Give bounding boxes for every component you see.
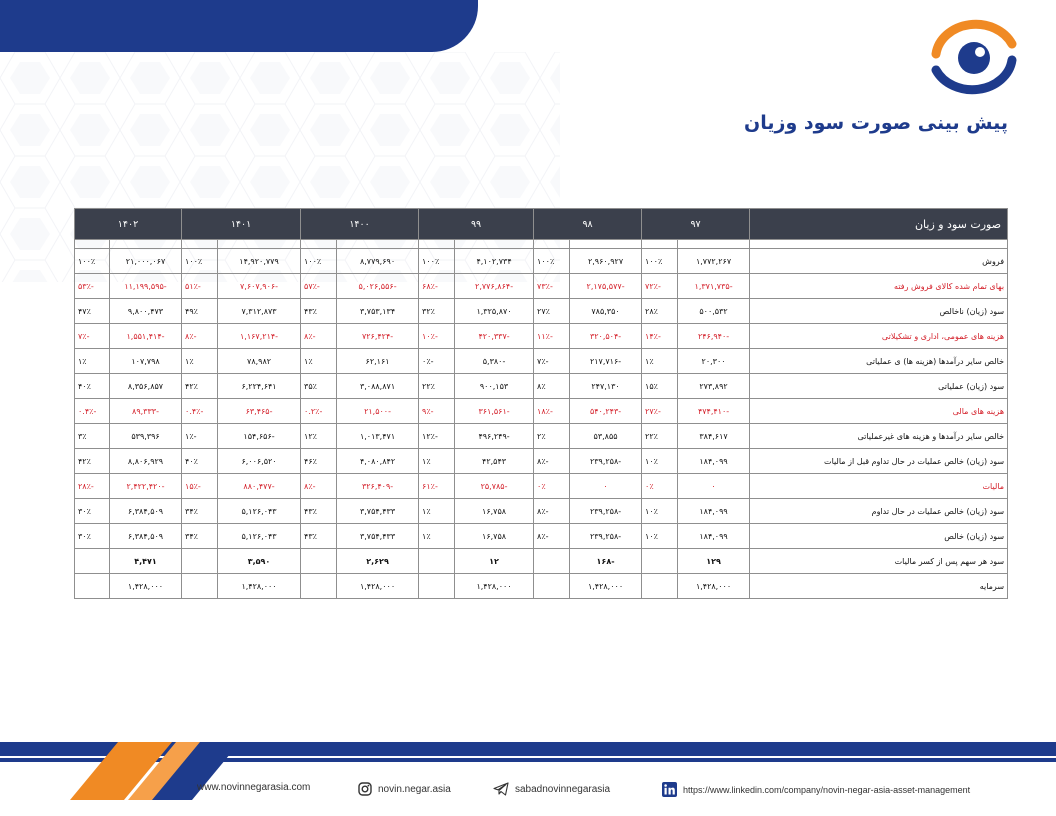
value-cell: -۶۳,۴۶۵ [218,399,301,424]
value-cell: -۲,۷۷۶,۸۶۴ [455,274,534,299]
spacer-cell [534,240,570,249]
percent-cell [642,549,678,574]
row-label: سود (زیان) عملیاتی [750,374,1008,399]
value-cell: ۵۳۹,۳۹۶ [110,424,182,449]
value-cell: -۲۱۷,۷۱۶ [570,349,642,374]
percent-cell: ۳٪ [75,424,110,449]
page-title: پیش بینی صورت سود وزیان [744,112,1008,134]
percent-cell: ۱٪ [642,349,678,374]
value-cell: ۲,۹۶۰,۹۲۷ [570,249,642,274]
percent-cell: -۵۱٪ [182,274,218,299]
percent-cell: ۳۰٪ [75,499,110,524]
value-cell: ۶,۲۲۴,۶۴۱ [218,374,301,399]
table-row [75,424,1008,449]
spacer-cell [570,240,642,249]
percent-cell: -۷۳٪ [534,274,570,299]
row-label: سرمایه [750,574,1008,599]
value-cell: ۱۶,۷۵۸ [455,499,534,524]
value-cell: ۳,۵۹۰ [218,549,301,574]
percent-cell: -۱٪ [182,424,218,449]
value-cell: -۲,۱۷۵,۵۷۷ [570,274,642,299]
percent-cell: ۱۰٪ [642,449,678,474]
percent-cell: ۱۰۰٪ [75,249,110,274]
value-cell: ۱۸۴,۰۹۹ [678,449,750,474]
percent-cell: -۸٪ [301,324,337,349]
percent-cell: ۴۳٪ [301,499,337,524]
spacer-cell [337,240,419,249]
value-cell: ۱,۳۲۵,۸۷۰ [455,299,534,324]
value-cell: ۱,۴۲۸,۰۰۰ [110,574,182,599]
instagram-icon [358,782,372,796]
percent-cell [182,574,218,599]
linkedin-url: https://www.linkedin.com/company/novin-negar-asia-asset-management [683,784,971,795]
percent-cell: -۶۱٪ [419,474,455,499]
value-cell: ۱,۰۱۳,۴۷۱ [337,424,419,449]
value-cell: -۳۲۶,۴۰۹ [337,474,419,499]
value-cell: ۷۸,۹۸۲ [218,349,301,374]
value-cell: ۸,۷۷۹,۶۹۰ [337,249,419,274]
percent-cell: -۵۳٪ [75,274,110,299]
value-cell: ۶,۰۰۶,۵۲۰ [218,449,301,474]
percent-cell: ۱٪ [419,449,455,474]
percent-cell: ۱۰۰٪ [301,249,337,274]
percent-cell [75,549,110,574]
percent-cell: ۳۴٪ [182,524,218,549]
value-cell: ۲۴۷,۱۳۰ [570,374,642,399]
value-cell: ۳,۷۵۴,۴۳۳ [337,499,419,524]
percent-cell: ۱٪ [419,524,455,549]
value-cell: ۳,۷۵۴,۴۳۳ [337,524,419,549]
row-label: سود (زیان) خالص عملیات در حال تداوم قبل از مالیات [750,449,1008,474]
percent-cell: ۱۰۰٪ [642,249,678,274]
value-cell: ۹۰۰,۱۵۳ [455,374,534,399]
percent-cell: ۴۳٪ [301,524,337,549]
percent-cell: -۹٪ [419,399,455,424]
footer-website-link[interactable] [197,782,310,793]
value-cell: ۱,۴۲۸,۰۰۰ [337,574,419,599]
percent-cell [75,574,110,599]
percent-cell: ۴۳٪ [301,299,337,324]
table-row [75,524,1008,549]
percent-cell: ۱۰۰٪ [182,249,218,274]
value-cell: -۱۵۴,۶۵۶ [218,424,301,449]
table-header-row [75,209,1008,240]
spacer-cell [642,240,678,249]
percent-cell: ۱٪ [419,499,455,524]
value-cell: -۲۵,۷۸۵ [455,474,534,499]
year-header: ۱۴۰۰ [301,209,419,240]
value-cell: -۴۲۰,۳۳۷ [455,324,534,349]
value-cell: -۵۴۰,۲۴۳ [570,399,642,424]
value-cell: ۷,۳۱۲,۸۷۳ [218,299,301,324]
percent-cell: -۷۲٪ [642,274,678,299]
percent-cell: ۱٪ [301,349,337,374]
percent-cell: ۳۵٪ [301,374,337,399]
percent-cell: ۱٪ [182,349,218,374]
value-cell: ۱۲ [455,549,534,574]
percent-cell: ۴۹٪ [182,299,218,324]
value-cell: ۱۸۴,۰۹۹ [678,524,750,549]
percent-cell: ۱۰٪ [642,524,678,549]
value-cell: ۲۷۳,۸۹۲ [678,374,750,399]
value-cell: ۲۱,۰۰۰,۰۶۷ [110,249,182,274]
percent-cell: ۱۰٪ [642,499,678,524]
percent-cell: ۳۴٪ [182,499,218,524]
spacer-cell [419,240,455,249]
value-cell: ۵,۱۲۶,۰۴۳ [218,524,301,549]
telegram-icon [493,782,509,796]
percent-cell: -۷٪ [75,324,110,349]
value-cell: ۱۴,۹۲۰,۷۷۹ [218,249,301,274]
value-cell: -۸۹,۳۳۳ [110,399,182,424]
telegram-handle: sabadnovinnegarasia [515,783,611,795]
table-row [75,374,1008,399]
table-row [75,249,1008,274]
table-spacer-row [75,240,1008,249]
spacer-cell [301,240,337,249]
percent-cell: ۴۲٪ [75,449,110,474]
percent-cell: -۰.۲٪ [301,399,337,424]
value-cell: ۰ [570,474,642,499]
value-cell: -۵,۰۲۶,۵۵۶ [337,274,419,299]
row-label: بهای تمام شده کالای فروش رفته [750,274,1008,299]
percent-cell: -۱۲٪ [419,424,455,449]
value-cell: ۲,۶۲۹ [337,549,419,574]
table-body [75,240,1008,599]
value-cell: -۱۶۸ [570,549,642,574]
value-cell: -۲۳۹,۲۵۸ [570,449,642,474]
spacer-cell [75,240,110,249]
value-cell: ۱,۴۲۸,۰۰۰ [570,574,642,599]
percent-cell: -۲۸٪ [75,474,110,499]
percent-cell [419,574,455,599]
value-cell: -۷۲۶,۴۲۴ [337,324,419,349]
value-cell: -۸۸۰,۴۷۷ [218,474,301,499]
value-cell: -۳۲۰,۵۰۴ [570,324,642,349]
value-cell: -۴۹۶,۲۴۹ [455,424,534,449]
percent-cell: ۱٪ [75,349,110,374]
value-cell: ۷۸۵,۳۵۰ [570,299,642,324]
value-cell: -۳۶۱,۵۶۱ [455,399,534,424]
value-cell: ۰ [678,474,750,499]
percent-cell: ۳۲٪ [419,299,455,324]
row-label: خالص سایر درآمدها (هزینه ها) ی عملیاتی [750,349,1008,374]
percent-cell: ۴۲٪ [182,374,218,399]
percent-cell: ۲۲٪ [419,374,455,399]
row-label: سود (زیان) خالص عملیات در حال تداوم [750,499,1008,524]
value-cell: ۱۶,۷۵۸ [455,524,534,549]
value-cell: ۳,۰۸۸,۸۷۱ [337,374,419,399]
percent-cell: -۶۸٪ [419,274,455,299]
percent-cell: -۰.۴٪ [75,399,110,424]
table-row [75,299,1008,324]
company-logo [926,14,1022,100]
value-cell: ۱۲۹ [678,549,750,574]
value-cell: ۴,۴۷۱ [110,549,182,574]
row-label: هزینه های مالی [750,399,1008,424]
value-cell: -۲۱,۵۰۰ [337,399,419,424]
table-row [75,499,1008,524]
percent-cell: -۱۱٪ [534,324,570,349]
row-label: فروش [750,249,1008,274]
percent-cell: -۷٪ [534,349,570,374]
year-header: ۹۷ [642,209,750,240]
table-row [75,449,1008,474]
value-cell: ۶,۳۸۴,۵۰۹ [110,524,182,549]
percent-cell: -۵۷٪ [301,274,337,299]
percent-cell [419,549,455,574]
percent-cell: -۱۸٪ [534,399,570,424]
percent-cell: ۱۰۰٪ [534,249,570,274]
value-cell: -۲۴۶,۹۴۰ [678,324,750,349]
percent-cell: ۴۰٪ [75,374,110,399]
value-cell: ۸,۸۰۶,۹۲۹ [110,449,182,474]
value-cell: -۵,۳۸۰ [455,349,534,374]
percent-cell: -۸٪ [301,474,337,499]
value-cell: ۴۲,۵۴۳ [455,449,534,474]
row-label: سود (زیان) ناخالص [750,299,1008,324]
footer-instagram-link[interactable] [358,782,451,796]
value-cell: ۱۰۷,۷۹۸ [110,349,182,374]
row-label: خالص سایر درآمدها و هزینه های غیرعملیاتی [750,424,1008,449]
year-header: ۱۴۰۲ [75,209,182,240]
year-header: ۹۹ [419,209,534,240]
value-cell: ۱,۴۲۸,۰۰۰ [218,574,301,599]
table-row [75,399,1008,424]
value-cell: -۲۳۹,۲۵۸ [570,524,642,549]
value-cell: ۶,۳۸۴,۵۰۹ [110,499,182,524]
percent-cell: -۱۴٪ [642,324,678,349]
percent-cell: ۱۵٪ [642,374,678,399]
table-row [75,349,1008,374]
percent-cell: ۲۲٪ [642,424,678,449]
percent-cell: ۰٪ [642,474,678,499]
row-label: سود (زیان) خالص [750,524,1008,549]
row-label: هزینه های عمومی، اداری و تشکیلاتی [750,324,1008,349]
percent-cell [301,574,337,599]
table-row [75,574,1008,599]
spacer-cell [678,240,750,249]
instagram-handle: novin.negar.asia [378,783,451,795]
value-cell: -۱,۱۶۷,۲۱۴ [218,324,301,349]
percent-cell: -۰٪ [419,349,455,374]
percent-cell [534,574,570,599]
percent-cell: ۰٪ [534,474,570,499]
percent-cell: -۸٪ [534,499,570,524]
footer [0,778,1056,804]
percent-cell: ۴۰٪ [182,449,218,474]
percent-cell: -۸٪ [534,524,570,549]
footer-telegram-link[interactable] [493,782,610,796]
value-cell: ۴,۰۸۰,۸۴۲ [337,449,419,474]
percent-cell: -۱۵٪ [182,474,218,499]
percent-cell: ۳۰٪ [75,524,110,549]
value-cell: ۲۰,۳۰۰ [678,349,750,374]
row-label: مالیات [750,474,1008,499]
percent-cell: ۲٪ [534,424,570,449]
top-band [0,0,478,52]
percent-cell [534,549,570,574]
value-cell: -۱,۵۵۱,۴۱۴ [110,324,182,349]
spacer-cell [218,240,301,249]
percent-cell [301,549,337,574]
spacer-cell [182,240,218,249]
linkedin-icon [662,782,677,797]
value-cell: ۹,۸۰۰,۴۷۳ [110,299,182,324]
table-row [75,274,1008,299]
percent-cell: -۸٪ [182,324,218,349]
value-cell: ۱,۷۷۲,۲۶۷ [678,249,750,274]
spacer-cell [750,240,1008,249]
income-statement-table [74,208,1008,599]
value-cell: ۳۸۴,۶۱۷ [678,424,750,449]
value-cell: ۵۰۰,۵۳۲ [678,299,750,324]
value-cell: ۴,۱۰۲,۷۳۴ [455,249,534,274]
value-cell: -۲,۴۲۲,۴۲۰ [110,474,182,499]
value-cell: ۱,۴۲۸,۰۰۰ [455,574,534,599]
percent-cell: ۱۲٪ [301,424,337,449]
value-cell: -۴۷۴,۴۱۰ [678,399,750,424]
percent-cell [182,549,218,574]
website-text: www.novinnegarasia.com [197,782,311,793]
value-cell: -۷,۶۰۷,۹۰۶ [218,274,301,299]
percent-cell: -۸٪ [534,449,570,474]
footer-linkedin-link[interactable] [662,782,970,797]
spacer-cell [110,240,182,249]
row-label: سود هر سهم پس از کسر مالیات [750,549,1008,574]
value-cell: ۸,۳۵۶,۸۵۷ [110,374,182,399]
year-header: ۱۴۰۱ [182,209,301,240]
percent-cell: -۱۰٪ [419,324,455,349]
percent-cell: ۴۷٪ [75,299,110,324]
value-cell: -۱۱,۱۹۹,۵۹۵ [110,274,182,299]
percent-cell: ۸٪ [534,374,570,399]
table-row [75,324,1008,349]
percent-cell: ۴۶٪ [301,449,337,474]
percent-cell: ۲۸٪ [642,299,678,324]
percent-cell: ۱۰۰٪ [419,249,455,274]
year-header: ۹۸ [534,209,642,240]
percent-cell [642,574,678,599]
value-cell: -۱,۳۷۱,۷۳۵ [678,274,750,299]
value-cell: -۲۳۹,۲۵۸ [570,499,642,524]
table-row [75,474,1008,499]
percent-cell: -۰.۴٪ [182,399,218,424]
value-cell: ۱۸۴,۰۹۹ [678,499,750,524]
value-cell: ۳,۷۵۳,۱۳۴ [337,299,419,324]
value-cell: ۵,۱۲۶,۰۴۳ [218,499,301,524]
value-cell: ۶۲,۱۶۱ [337,349,419,374]
table-corner-label: صورت سود و زیان [750,209,1008,240]
value-cell: ۵۳,۸۵۵ [570,424,642,449]
spacer-cell [455,240,534,249]
percent-cell: ۲۷٪ [534,299,570,324]
percent-cell: -۲۷٪ [642,399,678,424]
value-cell: ۱,۴۲۸,۰۰۰ [678,574,750,599]
table-row [75,549,1008,574]
